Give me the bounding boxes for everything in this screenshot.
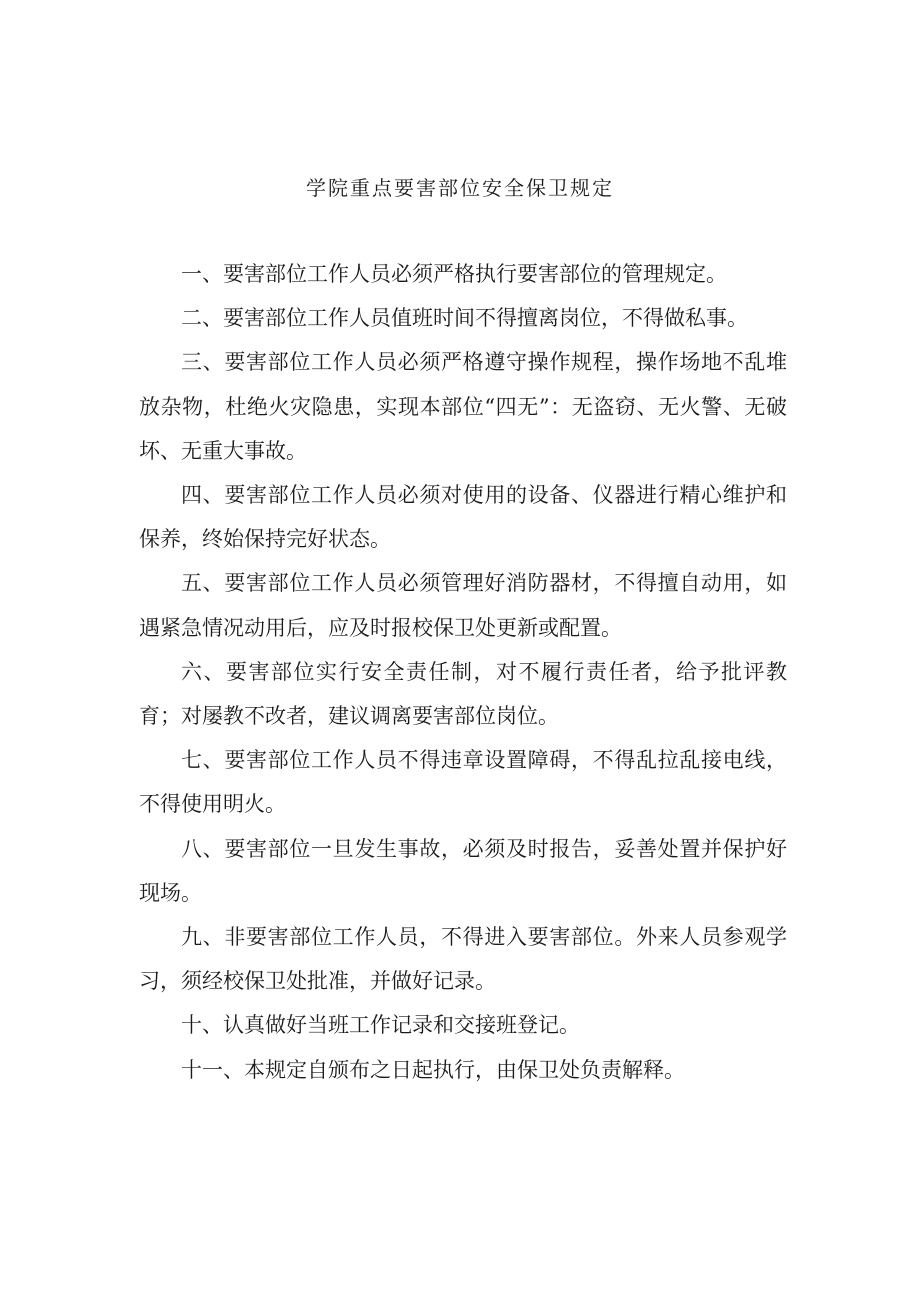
paragraph-7: 七、要害部位工作人员不得违章设置障碍，不得乱拉乱接电线，不得使用明火。 <box>139 748 787 817</box>
paragraph-10: 十、认真做好当班工作记录和交接班登记。 <box>181 1013 580 1038</box>
paragraph-1: 一、要害部位工作人员必须严格执行要害部位的管理规定。 <box>181 262 727 286</box>
paragraph-8: 八、要害部位一旦发生事故，必须及时报告，妥善处置并保护好现场。 <box>139 836 787 905</box>
paragraph-5: 五、要害部位工作人员必须管理好消防器材，不得擅自动用，如遇紧急情况动用后，应及时报校保卫处更新或配置。 <box>139 571 787 640</box>
paragraph-11: 十一、本规定自颁布之日起执行，由保卫处负责解释。 <box>181 1057 685 1082</box>
paragraph-4: 四、要害部位工作人员必须对使用的设备、仪器进行精心维护和保养，终始保持完好状态。 <box>139 483 787 552</box>
paragraph-9: 九、非要害部位工作人员，不得进入要害部位。外来人员参观学习，须经校保卫处批准，并做好记录。 <box>139 925 787 994</box>
document-title: 学院重点要害部位安全保卫规定 <box>306 176 614 200</box>
paragraph-6: 六、要害部位实行安全责任制，对不履行责任者，给予批评教育；对屡教不改者，建议调离要害部位岗位。 <box>139 659 787 729</box>
paragraph-2: 二、要害部位工作人员值班时间不得擅离岗位，不得做私事。 <box>181 306 748 331</box>
paragraph-3: 三、要害部位工作人员必须严格遵守操作规程，操作场地不乱堆放杂物，杜绝火灾隐患，实现本部位“四无”：无盗窃、无火警、无破坏、无重大事故。 <box>139 350 787 463</box>
document-body <box>139 252 787 1092</box>
